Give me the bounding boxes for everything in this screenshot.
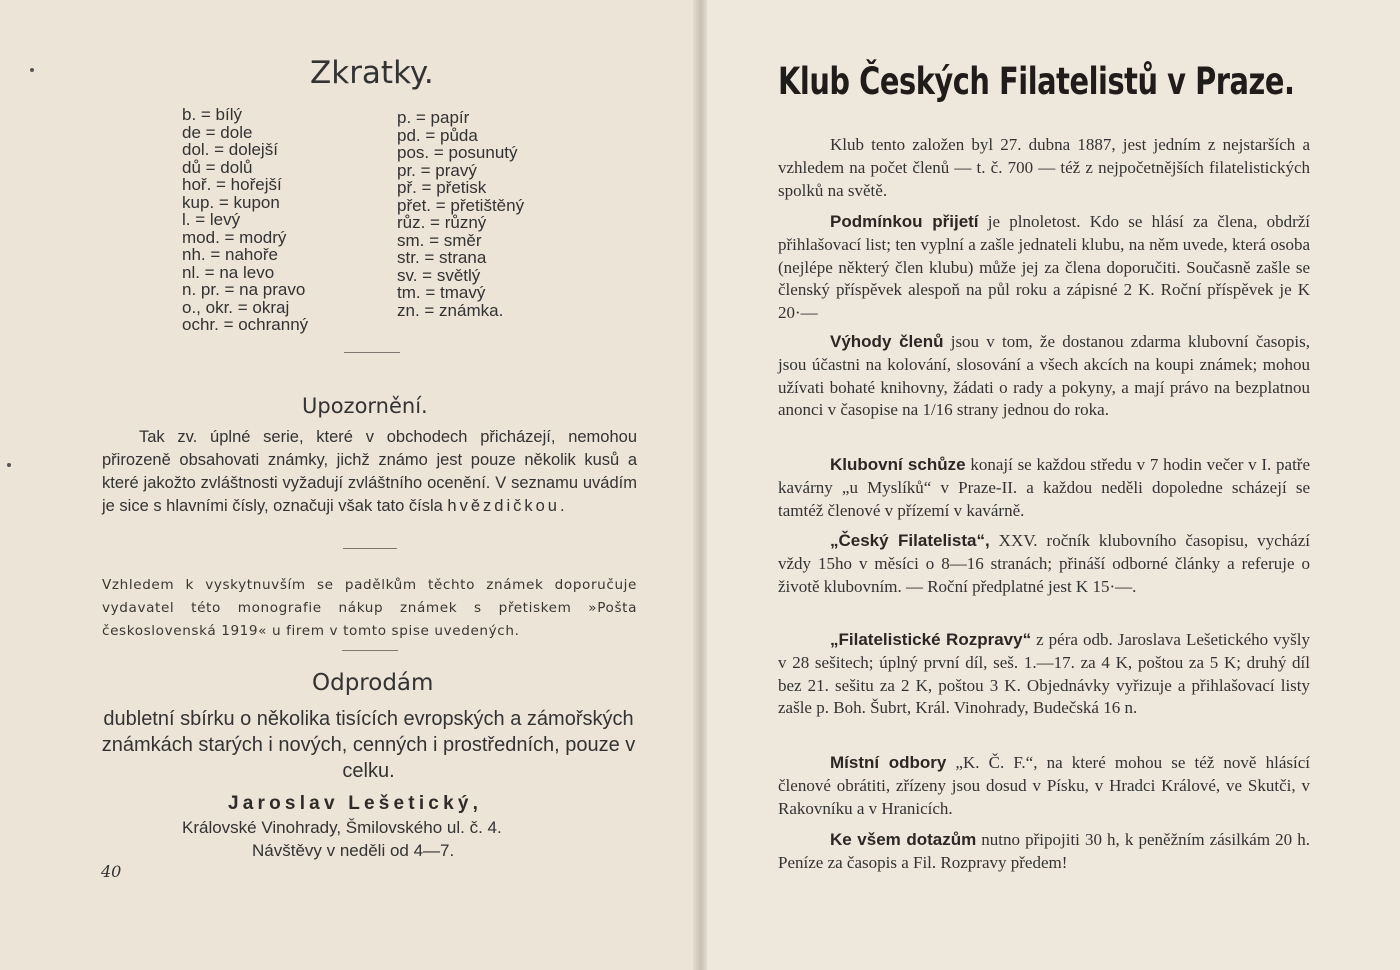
notice-heading: Upozornění. [302, 394, 428, 418]
divider [343, 548, 397, 549]
abbreviation: hoř. = hořejší [182, 175, 282, 194]
abbreviation: de = dole [182, 122, 253, 142]
book-gutter [693, 0, 707, 970]
abbreviation: o., okr. = okraj [182, 297, 290, 317]
paragraph-text: konají se každou středu v 7 hodin večer v I. patře kavárny „u Myslíků“ v Praze-II. a každou neděli dopoledne scházejí se tamtéž členové v přízemí v kavárně. [778, 455, 1310, 520]
abbreviation: ochr. = ochranný [182, 315, 309, 334]
abbreviation: pos. = posunutý [397, 143, 518, 162]
notice-text-end: . [559, 497, 565, 515]
abbreviations-column-1 [182, 106, 308, 334]
abbreviation: pd. = půda [397, 125, 478, 145]
paragraph-text: je plnoletost. Kdo se hlásí za člena, obdrží přihlašovací list; ten vyplní a zašle jednateli klubu, na něm uvede, která osoba (nejlépe některý člen klubu) může jej za člena doporučiti. Současně zašle se členský příspěvek alespoň na půl roku a zápisné 2 K. Roční příspěvek je K 20·— [778, 212, 1311, 323]
club-paragraph [778, 752, 1310, 820]
abbreviations-title: Zkratky. [310, 55, 434, 91]
paragraph-text: „K. Č. F.“, na které mohou se též nově hlásící členové obrátiti, zřízeny jsou dosud v Písku, v Hradci Králové, ve Skutči, v Rakovníku a v Hranicích. [778, 753, 1310, 818]
abbreviation: kup. = kupon [182, 192, 280, 212]
paragraph-lead: Klubovní schůze [830, 455, 966, 474]
paragraph-lead: Podmínkou přijetí [830, 212, 979, 231]
club-paragraph [778, 829, 1310, 875]
abbreviation: pr. = pravý [397, 160, 477, 180]
paragraph-text: jsou v tom, že dostanou zdarma klubovní časopis, jsou účastni na kolování, slosování a všech akcích na koupi známek; mohou užívati bohaté knihovny, žádati o rady a pokyny, a mají právo na bezplatnou anonci v časopise na 1/16 strany jednou do roka. [778, 332, 1310, 420]
abbreviation: dů = dolů [182, 157, 253, 177]
club-paragraph [778, 530, 1310, 598]
abbreviation: p. = papír [397, 108, 470, 127]
paragraph-text: nutno připojiti 30 h, k peněžním zásilkám 20 h. Peníze za časopis a Fil. Rozpravy předem! [778, 830, 1310, 872]
seller-name: Jaroslav Lešetický, [228, 793, 483, 814]
visiting-hours: Návštěvy v neděli od 4—7. [252, 841, 455, 860]
speck [30, 68, 34, 72]
abbreviations-column-2 [397, 109, 524, 319]
paragraph-text: z péra odb. Jaroslava Lešetického vyšly v 28 sešitech; úplný první díl, seš. 1.—17. za 4 K, poštou za 5 K; druhý díl bez 21. sešitu za 2 K, poštou 3 K. Objednávky vyřizuje a přihlašovací listy zašle p. Boh. Šubrt, Král. Vinohrady, Budečská 16 n. [778, 630, 1310, 718]
abbreviation: n. pr. = na pravo [182, 280, 306, 299]
divider [344, 352, 400, 353]
abbreviation: sm. = směr [397, 230, 482, 250]
abbreviation: sv. = světlý [397, 265, 481, 285]
club-title: Klub Českých Filatelistů v Praze. [778, 60, 1295, 103]
abbreviation: dol. = dolejší [182, 140, 278, 159]
club-paragraph [778, 211, 1310, 325]
sale-heading: Odprodám [312, 670, 434, 696]
paragraph-text: XXV. ročník klubovního časopisu, vychází vždy 15ho v měsíci o 8—16 stranách; přináší odborné články a referuje o životě klubovním. — Roční předplatné jest K 15·—. [778, 531, 1310, 596]
notice-text: Tak zv. úplné serie, které v obchodech přicházejí, nemohou přirozeně obsahovati známky, jichž známo jest pouze několik kusů a které jakožto zvláštnosti vyžadují zvláštního ocenění. V seznamu uvádím je sice s hlavními čísly, označuji však tato čísla [102, 428, 637, 515]
abbreviation: str. = strana [397, 248, 487, 267]
abbreviation: zn. = známka. [397, 300, 504, 320]
paragraph-lead: Místní odbory [830, 753, 947, 772]
abbreviation: př. = přetisk [397, 178, 487, 197]
abbreviation: nh. = nahoře [182, 245, 278, 264]
notice-text-spaced: hvězdičkou [447, 497, 560, 515]
club-paragraph [778, 629, 1310, 720]
page-number: 40 [101, 862, 122, 881]
abbreviation: růz. = různý [397, 213, 487, 232]
club-paragraph [778, 454, 1310, 522]
abbreviation: l. = levý [182, 210, 241, 229]
abbreviation: přet. = přetištěný [397, 195, 525, 215]
forgery-note: Vzhledem k vyskytnuvším se padělkům těchto známek doporučuje vydavatel této monografie nákup známek s přetiskem »Pošta československá 1919« u firem v tomto spise uvedených. [102, 577, 637, 639]
abbreviation: mod. = modrý [182, 227, 287, 247]
divider [342, 650, 398, 651]
notice-paragraph [102, 426, 637, 518]
abbreviation: tm. = tmavý [397, 283, 486, 302]
paragraph-lead: „Filatelistické Rozpravy“ [830, 630, 1032, 649]
sale-text: dubletní sbírku o několika tisících evropských a zámořských známkách starých i nových, cenných i prostředních, pouze v celku. [101, 708, 636, 782]
speck [7, 463, 11, 467]
club-paragraph [778, 134, 1310, 202]
abbreviation: b. = bílý [182, 105, 243, 124]
abbreviation: nl. = na levo [182, 262, 275, 282]
paragraph-lead: Výhody členů [830, 332, 944, 351]
paragraph-text: Klub tento založen byl 27. dubna 1887, jest jedním z nejstarších a vzhledem na počet členů — t. č. 700 — též z nejpočetnějších filatelistických spolků na světě. [778, 135, 1310, 200]
club-paragraph [778, 331, 1310, 422]
paragraph-lead: Ke všem dotazům [830, 830, 977, 849]
seller-address: Královské Vinohrady, Šmilovského ul. č. 4. [182, 818, 502, 837]
paragraph-lead: „Český Filatelista“, [830, 531, 990, 550]
